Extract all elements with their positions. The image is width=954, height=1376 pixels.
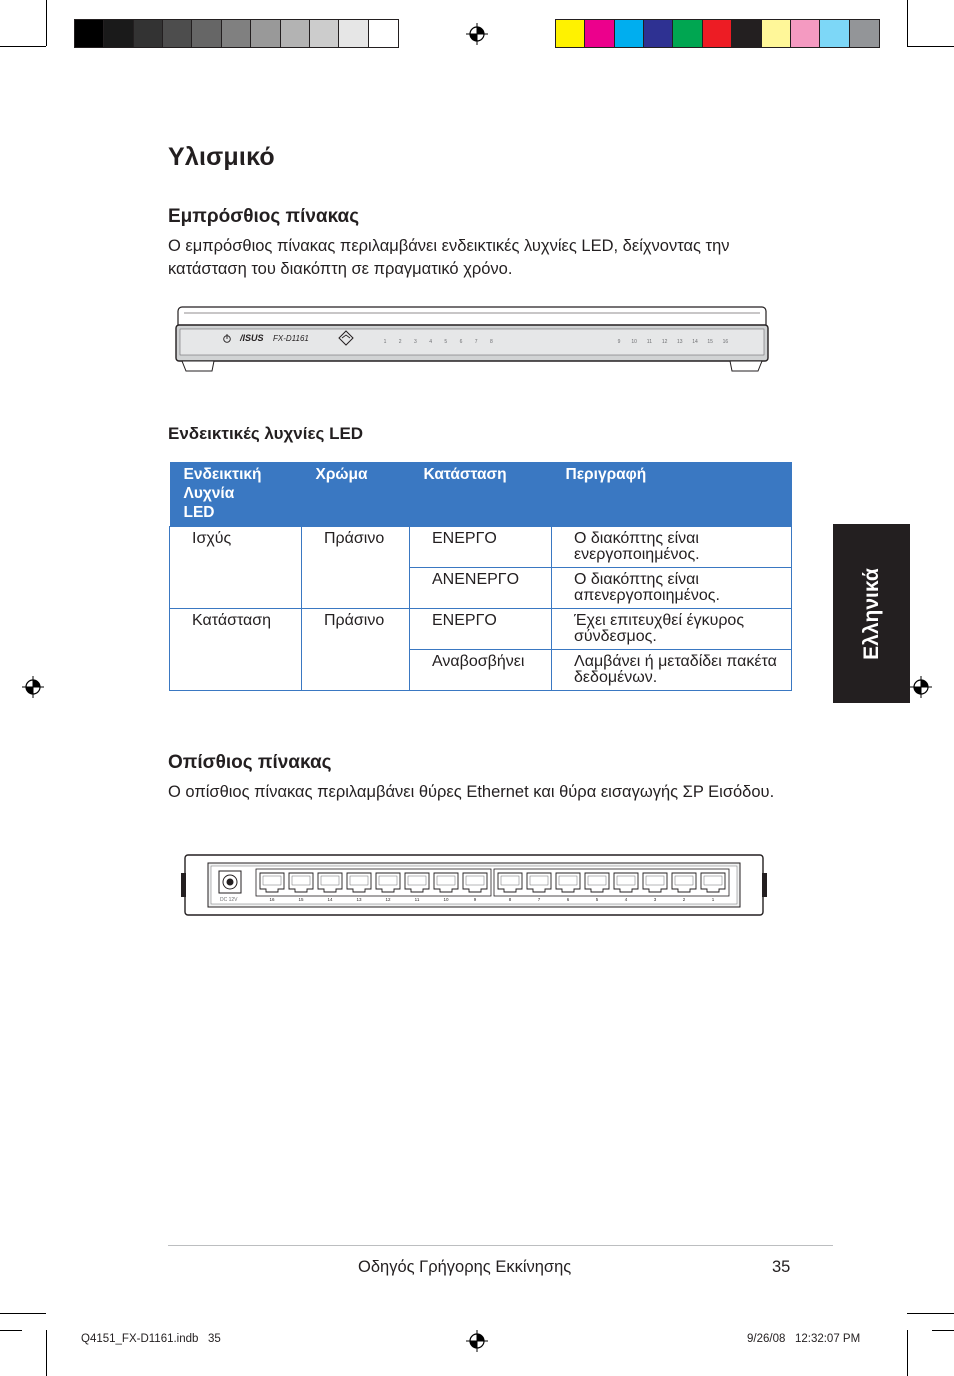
footer-guide-title: Οδηγός Γρήγορης Εκκίνησης <box>358 1258 572 1276</box>
color-swatch <box>104 20 133 47</box>
front-port-number: 14 <box>692 339 698 345</box>
color-swatch <box>310 20 339 47</box>
color-swatch <box>703 20 732 47</box>
color-swatch <box>644 20 673 47</box>
ethernet-port-label: 5 <box>595 897 599 902</box>
front-port-number: 8 <box>490 339 493 345</box>
crop-mark <box>0 1313 46 1314</box>
ethernet-port-label: 11 <box>414 897 420 902</box>
crop-mark <box>0 1330 22 1331</box>
front-panel-heading: Εμπρόσθιος πίνακας <box>168 206 360 227</box>
registration-mark-icon <box>22 676 44 698</box>
slug-filename: Q4151_FX-D1161.indb 35 <box>81 1333 221 1345</box>
led-description-cell: Ο διακόπτης είναι απενεργοποιημένος. <box>552 568 792 609</box>
front-port-number: 12 <box>661 339 668 345</box>
ethernet-port-label: 13 <box>356 897 362 902</box>
ethernet-port-label: 7 <box>537 897 541 902</box>
ethernet-port-label: 1 <box>711 897 715 902</box>
crop-mark <box>907 0 908 46</box>
led-state-cell: ΑΝΕΝΕΡΓΟ <box>410 568 552 609</box>
color-swatch <box>791 20 820 47</box>
process-color-bar <box>555 19 880 48</box>
led-description-cell: Ο διακόπτης είναι ενεργοποιημένος. <box>552 527 792 568</box>
ethernet-port-label: 6 <box>566 897 570 902</box>
color-swatch <box>556 20 585 47</box>
color-swatch <box>732 20 761 47</box>
color-swatch <box>762 20 791 47</box>
front-port-number: 3 <box>414 339 417 345</box>
color-swatch <box>222 20 251 47</box>
front-panel-text: Ο εμπρόσθιος πίνακας περιλαμβάνει ενδεικτικές λυχνίες LED, δείχνοντας την κατάσταση του διακόπτη σε πραγματικό χρόνο. <box>168 237 730 278</box>
ethernet-port-label: 4 <box>624 897 628 902</box>
led-description-cell: Έχει επιτευχθεί έγκυρος σύνδεσμος. <box>552 609 792 650</box>
footer-rule <box>168 1245 833 1246</box>
led-color-cell: Πράσινο <box>302 609 410 691</box>
crop-mark <box>46 1330 47 1376</box>
slug-datetime: 9/26/08 12:32:07 PM <box>747 1333 861 1345</box>
led-name-cell: Κατάσταση <box>170 609 302 691</box>
front-port-number: 13 <box>677 339 683 345</box>
led-table <box>169 462 792 691</box>
front-port-number: 1 <box>383 339 387 345</box>
dc-power-jack-icon <box>219 871 241 893</box>
device-brand-logo: /ISUS <box>240 333 264 343</box>
table-row <box>170 527 792 568</box>
led-name-cell: Ισχύς <box>170 527 302 609</box>
switch-rear-illustration <box>181 853 767 919</box>
crop-mark <box>932 1330 954 1331</box>
color-swatch <box>134 20 163 47</box>
crop-mark <box>907 1313 954 1314</box>
ethernet-port-label: 12 <box>385 897 391 902</box>
led-state-cell: ΕΝΕΡΓΟ <box>410 527 552 568</box>
column-header-state: Κατάσταση <box>410 462 552 527</box>
ethernet-port-label: 8 <box>508 897 512 902</box>
ethernet-port-label: 15 <box>298 897 304 902</box>
column-header-color: Χρώμα <box>302 462 410 527</box>
color-swatch <box>820 20 849 47</box>
front-port-number: 5 <box>444 339 448 345</box>
page-number: 35 <box>772 1258 791 1276</box>
led-heading: Ενδεικτικές λυχνίες LED <box>168 424 364 443</box>
ethernet-port-label: 2 <box>682 897 686 902</box>
led-color-cell: Πράσινο <box>302 527 410 609</box>
device-model-label: FX-D1161 <box>273 334 309 343</box>
color-swatch <box>75 20 104 47</box>
led-table-header <box>170 462 792 527</box>
crop-mark <box>907 1330 908 1376</box>
front-port-number: 6 <box>459 339 463 345</box>
dc-input-label: DC 12V <box>220 897 238 903</box>
switch-front-illustration <box>174 305 770 375</box>
registration-mark-icon <box>466 1330 488 1352</box>
front-port-number: 10 <box>631 339 637 345</box>
rear-panel-text: Ο οπίσθιος πίνακας περιλαμβάνει θύρες Ethernet και θύρα εισαγωγής ΣΡ Εισόδου. <box>168 783 775 801</box>
led-state-cell: ΕΝΕΡΓΟ <box>410 609 552 650</box>
front-port-number: 16 <box>722 339 729 345</box>
registration-mark-icon <box>910 676 932 698</box>
ethernet-port-label: 14 <box>327 897 333 902</box>
color-swatch <box>251 20 280 47</box>
front-port-number: 2 <box>398 339 402 345</box>
column-header-led: Ενδεικτική Λυχνία LED <box>170 462 302 527</box>
color-swatch <box>585 20 614 47</box>
color-swatch <box>850 20 879 47</box>
front-port-number: 11 <box>646 339 653 345</box>
color-swatch <box>281 20 310 47</box>
table-row <box>170 609 792 650</box>
front-port-number: 15 <box>707 339 713 345</box>
color-swatch <box>673 20 702 47</box>
registration-mark-icon <box>466 23 488 45</box>
color-swatch <box>339 20 368 47</box>
front-port-number: 9 <box>617 339 621 345</box>
ethernet-port-label: 3 <box>653 897 657 902</box>
crop-mark <box>46 0 47 46</box>
color-swatch <box>192 20 221 47</box>
front-port-number: 4 <box>429 339 432 345</box>
page-title: Υλισμικό <box>168 143 275 171</box>
led-description-cell: Λαμβάνει ή μεταδίδει πακέτα δεδομένων. <box>552 650 792 691</box>
led-state-cell: Αναβοσβήνει <box>410 650 552 691</box>
grayscale-color-bar <box>74 19 399 48</box>
column-header-description: Περιγραφή <box>552 462 792 527</box>
ethernet-port-label: 16 <box>269 897 275 902</box>
ethernet-port-label: 9 <box>473 897 477 902</box>
crop-mark <box>907 46 954 47</box>
rear-panel-heading: Οπίσθιος πίνακας <box>168 752 332 773</box>
language-label: Ελληνικά <box>859 567 883 660</box>
front-port-number: 7 <box>474 339 478 345</box>
ethernet-port-label: 10 <box>443 897 449 902</box>
language-side-tab <box>833 524 910 703</box>
color-swatch <box>163 20 192 47</box>
color-swatch <box>615 20 644 47</box>
crop-mark <box>0 46 46 47</box>
color-swatch <box>369 20 398 47</box>
